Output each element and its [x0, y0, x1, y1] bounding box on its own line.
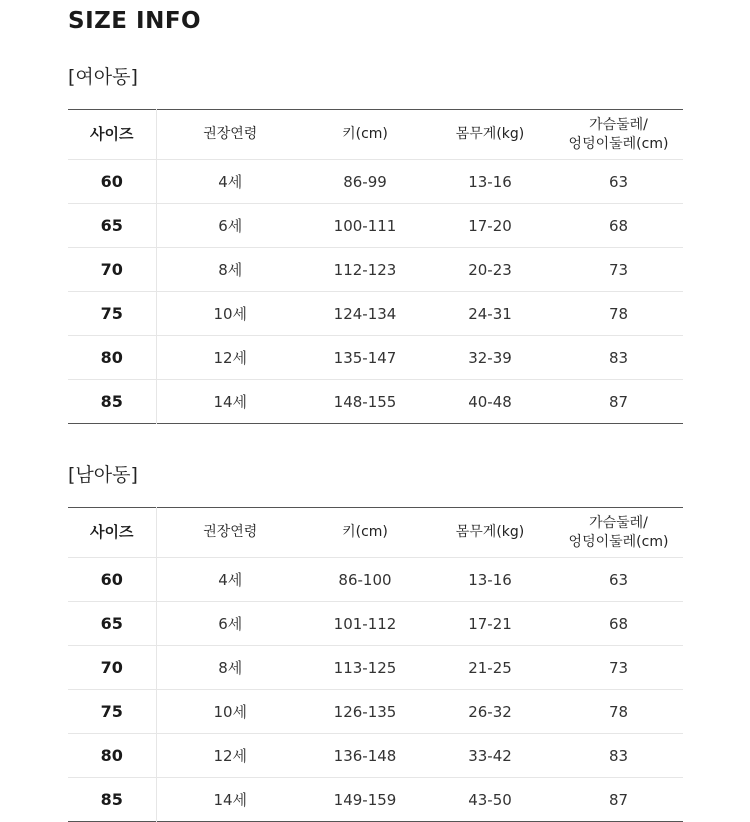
table-row	[68, 380, 683, 424]
cell-age: 4세	[156, 160, 304, 204]
section-title-girls: [여아동]	[68, 66, 138, 88]
header-weight: 몸무게(kg)	[426, 508, 554, 558]
cell-size: 60	[68, 558, 156, 602]
header-chest-hip	[554, 508, 683, 558]
cell-height: 112-123	[304, 248, 426, 292]
cell-weight: 17-21	[426, 602, 554, 646]
cell-chest-hip: 63	[554, 160, 683, 204]
cell-weight: 40-48	[468, 392, 512, 411]
cell-height: 86-99	[304, 160, 426, 204]
cell-weight: 26-32	[426, 690, 554, 734]
table-header-row	[68, 110, 683, 160]
cell-height: 100-111	[304, 204, 426, 248]
size-table-boys	[68, 507, 683, 822]
cell-weight: 13-16	[426, 558, 554, 602]
cell-height: 126-135	[304, 690, 426, 734]
header-weight: 몸무게(kg)	[426, 110, 554, 160]
cell-weight: 32-39	[426, 336, 554, 380]
table-row	[68, 646, 683, 690]
cell-chest-hip: 68	[554, 602, 683, 646]
table-row	[68, 204, 683, 248]
header-chest-hip	[554, 110, 683, 160]
cell-size: 85	[68, 778, 156, 822]
header-height: 키(cm)	[304, 110, 426, 160]
header-chest-line1: 가슴둘레/	[589, 116, 648, 133]
cell-size: 65	[68, 602, 156, 646]
cell-chest-hip: 87	[608, 790, 629, 809]
cell-chest-hip: 83	[554, 336, 683, 380]
table-row	[68, 778, 683, 822]
table-row	[68, 690, 683, 734]
cell-size: 60	[68, 160, 156, 204]
cell-age: 6세	[156, 204, 304, 248]
table-row	[68, 602, 683, 646]
cell-weight: 20-23	[426, 248, 554, 292]
cell-size: 70	[68, 646, 156, 690]
table-row	[68, 160, 683, 204]
cell-age: 12세	[156, 336, 304, 380]
section-title-boys: [남아동]	[68, 464, 138, 486]
cell-weight: 17-20	[426, 204, 554, 248]
table-header-row	[68, 508, 683, 558]
cell-chest-hip: 73	[554, 248, 683, 292]
cell-size: 70	[68, 248, 156, 292]
cell-age: 10세	[156, 292, 304, 336]
header-chest-line2: 엉덩이둘레(cm)	[568, 533, 669, 550]
table-row	[68, 336, 683, 380]
size-table-girls	[68, 109, 683, 424]
cell-age: 14세	[213, 791, 248, 809]
cell-weight: 24-31	[426, 292, 554, 336]
cell-chest-hip: 78	[554, 292, 683, 336]
header-height: 키(cm)	[304, 508, 426, 558]
cell-height: 136-148	[304, 734, 426, 778]
cell-chest-hip: 87	[608, 392, 629, 411]
cell-size: 80	[68, 734, 156, 778]
cell-height: 148-155	[333, 392, 397, 411]
cell-size: 75	[68, 292, 156, 336]
table-row	[68, 734, 683, 778]
cell-height: 113-125	[304, 646, 426, 690]
table-row	[68, 558, 683, 602]
header-chest-line2: 엉덩이둘레(cm)	[568, 135, 669, 152]
cell-height: 86-100	[304, 558, 426, 602]
header-age: 권장연령	[156, 508, 304, 558]
cell-chest-hip: 83	[554, 734, 683, 778]
table-row	[68, 292, 683, 336]
table-row	[68, 248, 683, 292]
cell-weight: 43-50	[468, 790, 512, 809]
cell-size: 85	[68, 380, 156, 424]
cell-age: 6세	[156, 602, 304, 646]
cell-weight: 13-16	[426, 160, 554, 204]
cell-weight: 33-42	[426, 734, 554, 778]
cell-height: 135-147	[304, 336, 426, 380]
header-chest-line1: 가슴둘레/	[589, 514, 648, 531]
page-title: SIZE INFO	[68, 8, 202, 34]
header-size: 사이즈	[68, 110, 156, 160]
cell-height: 124-134	[304, 292, 426, 336]
cell-age: 12세	[156, 734, 304, 778]
header-age: 권장연령	[156, 110, 304, 160]
cell-age: 4세	[156, 558, 304, 602]
cell-size: 75	[68, 690, 156, 734]
cell-chest-hip: 73	[554, 646, 683, 690]
cell-height: 101-112	[304, 602, 426, 646]
cell-age: 8세	[156, 248, 304, 292]
cell-chest-hip: 78	[554, 690, 683, 734]
cell-age: 10세	[156, 690, 304, 734]
header-size: 사이즈	[68, 508, 156, 558]
cell-weight: 21-25	[426, 646, 554, 690]
cell-size: 65	[68, 204, 156, 248]
cell-height: 149-159	[333, 790, 397, 809]
cell-size: 80	[68, 336, 156, 380]
cell-age: 14세	[213, 393, 248, 411]
cell-age: 8세	[156, 646, 304, 690]
cell-chest-hip: 63	[554, 558, 683, 602]
cell-chest-hip: 68	[554, 204, 683, 248]
